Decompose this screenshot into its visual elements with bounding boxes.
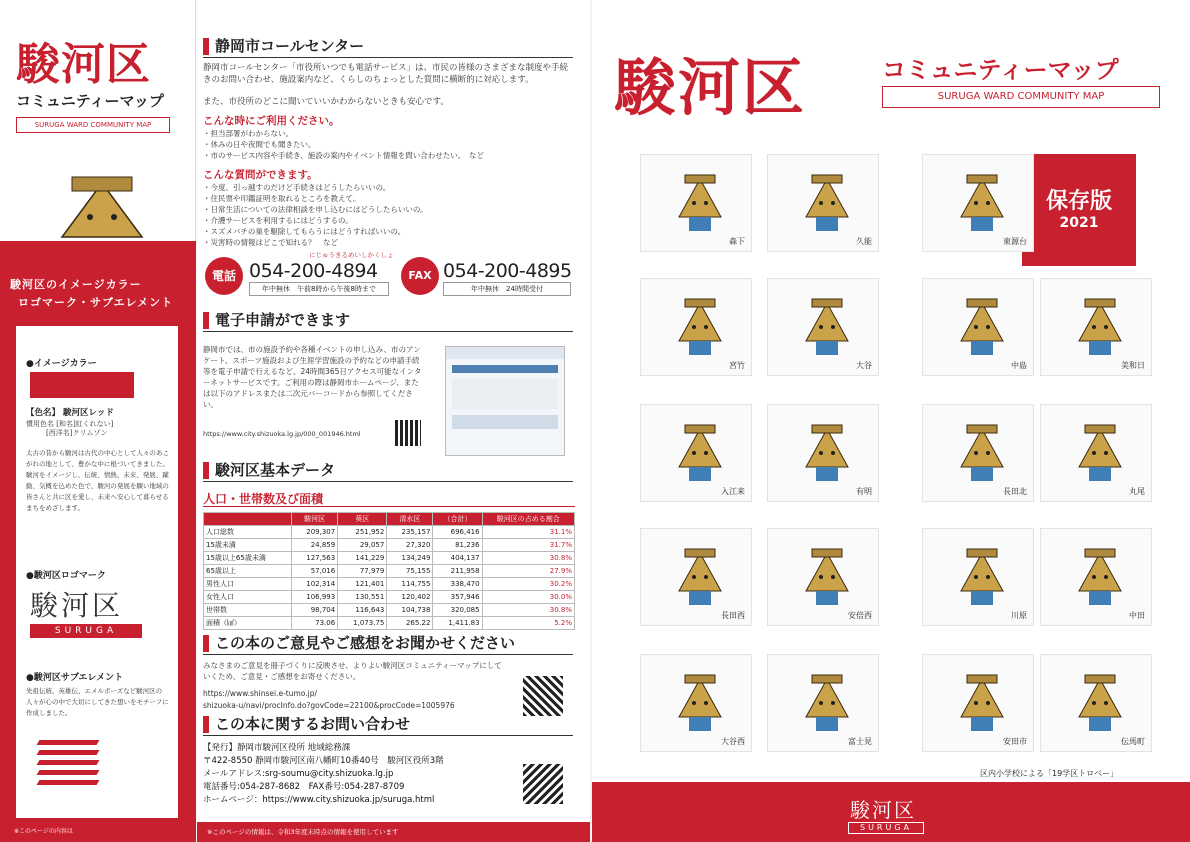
color-text: 太古の昔から駿河は古代の中心として人々のあこがれの地として、豊かな中に根づいてきました。駿河をイメージし、伝統、情熱、未来、発展、躍動、気概を込めた色で、駿河の発展を願い地域の皆さんと共に区を愛し、未来へ安心して暮らせるまちをめざします。	[26, 449, 169, 512]
mascot-icon	[804, 547, 850, 609]
mascot-icon	[959, 673, 1005, 735]
mascot-label: 丸尾	[1129, 487, 1145, 496]
e-apply-title: 電子申請ができます	[203, 310, 573, 332]
when-list: ・担当部署がわからない。 ・休みの日や夜間でも聞きたい。 ・市のサービス内容や手続き、施設の案内やイベント情報を問い合わせたい。 など	[203, 129, 484, 160]
table-row: 男性人口 102,314 121,401 114,755 338,470 30.2%	[204, 578, 575, 591]
contact-title: この本に関するお問い合わせ	[203, 714, 573, 736]
middle-panel	[197, 0, 590, 842]
cover-panel	[592, 0, 1190, 842]
mascot-card	[922, 654, 1034, 752]
image-color-label: ●イメージカラー	[26, 359, 97, 369]
mascot-card	[1040, 278, 1152, 376]
color-name: 【色名】 駿河区レッド	[26, 408, 114, 418]
mascot-card	[767, 528, 879, 626]
opinion-url-1[interactable]: https://www.shinsei.e-tumo.jp/	[203, 689, 318, 698]
mascot-label: 富士見	[848, 737, 872, 746]
mascot-icon	[804, 173, 850, 235]
mascot-icon	[677, 423, 723, 485]
color-desc-2: [西洋名]クリムゾン	[46, 429, 108, 437]
fax-number: 054-200-4895	[443, 260, 572, 282]
logo-label: ●駿河区ロゴマーク	[26, 571, 106, 581]
phone-kana: にじゅうきるめいしかくしょ	[309, 251, 394, 259]
mascot-icon	[804, 423, 850, 485]
mascot-label: 有明	[856, 487, 872, 496]
mascot-icon	[1077, 297, 1123, 359]
mascot-card	[640, 278, 752, 376]
mascot-label: 安倍西	[848, 611, 872, 620]
mascot-icon	[804, 297, 850, 359]
population-table	[203, 512, 575, 630]
phone-badge: 電話	[205, 257, 243, 295]
mascot-icon	[959, 423, 1005, 485]
mascot-icon	[1077, 673, 1123, 735]
mascot-card	[922, 404, 1034, 502]
question-list: ・今度、引っ越すのだけど手続きはどうしたらいいの。 ・住民票や印鑑証明を取れるところを教えて。 ・日常生活についての法律相談を申し込むにはどうしたらいいの。 ・介護サービスを利用するにはどうするの。 ・スズメバチの巣を駆除してもらうにはどうすればいいの。 ・災害時の情報はどこで知れる？ など	[203, 183, 428, 247]
call-text-1: 静岡市コールセンター「市役所いつでも電話サービス」は、市民の皆様のさまざまな制度や手続きのお問い合わせ、施設案内など、くらしのちょっとした質問に横断的に対応します。	[203, 63, 568, 85]
phone-hours: 年中無休 午前8時から午後8時まで	[249, 282, 389, 296]
color-swatch	[30, 372, 134, 398]
e-apply-text: 静岡市では、市の施設予約や各種イベントの申し込み、市のアンケート、スポーツ施設および生涯学習施設の予約などの申請手続等を電子申請で行えるなど、24時間365日アクセス可能なインターネットサービスです。ご利用の際は静岡市ホームページ、または以下のアドレスまたは二次元バーコードから参照してください。	[203, 345, 422, 409]
mascot-label: 美和日	[1121, 361, 1145, 370]
table-header-row: 駿河区 葵区 清水区 （合計） 駿河区の占める割合	[204, 513, 575, 526]
table-row: 面積（㎢） 73.06 1,073.75 265.22 1,411.83 5.2%	[204, 617, 575, 630]
mascot-label: 川原	[1011, 611, 1027, 620]
mascot-card	[922, 528, 1034, 626]
mascot-card	[1040, 528, 1152, 626]
mascot-label: 中島	[1011, 361, 1027, 370]
left-subtitle: コミュニティーマップ	[16, 92, 164, 110]
logo-text: 駿河区	[30, 589, 124, 622]
mascot-card	[640, 404, 752, 502]
left-panel	[0, 0, 196, 842]
image-heading-1: 駿河区のイメージカラー	[10, 278, 142, 291]
contact-block: 【発行】静岡市駿河区役所 地域総務課 〒422-8550 静岡市駿河区南八幡町10番40号 駿河区役所3階 メールアドレス:srg-soumu@city.shizuoka.lg.jp 電話番号:054-287-8682 FAX番号:054-287-8709 ホームページ：https://www.city.shizuoka.jp/suruga.html	[203, 743, 444, 805]
fax-badge: FAX	[401, 257, 439, 295]
mascot-card	[767, 278, 879, 376]
cover-english: SURUGA WARD COMMUNITY MAP	[882, 86, 1160, 108]
left-footer: ※このページの内容は	[14, 828, 73, 835]
mascot-label: 伝馬町	[1121, 737, 1145, 746]
mascot-label: 森下	[729, 237, 745, 246]
population-title: 人口・世帯数及び面積	[203, 492, 324, 506]
e-apply-url[interactable]: https://www.city.shizuoka.lg.jp/000_001946.html	[203, 430, 361, 438]
table-row: 65歳以上 57,016 77,979 75,155 211,958 27.9%	[204, 565, 575, 578]
basic-data-title: 駿河区基本データ	[203, 460, 573, 482]
table-row: 15歳未満 24,859 29,057 27,320 81,236 31.7%	[204, 539, 575, 552]
mascot-label: 長田西	[721, 611, 745, 620]
cover-logo: 駿河区	[850, 798, 916, 822]
mascot-card	[640, 154, 752, 252]
table-row: 人口総数 209,307 251,952 235,157 696,416 31.1%	[204, 526, 575, 539]
opinion-qr-icon	[523, 676, 563, 716]
opinion-title: この本のご意見やご感想をお聞かせください	[203, 633, 573, 655]
mascot-icon	[677, 547, 723, 609]
phone-number: 054-200-4894	[249, 260, 378, 282]
mascot-label: 安田市	[1003, 737, 1027, 746]
fax-hours: 年中無休 24時間受付	[443, 282, 571, 296]
edition-badge: 保存版 2021	[1022, 154, 1136, 266]
when-title: こんな時にご利用ください。	[203, 115, 340, 127]
mid-footer: ※このページの情報は、令和3年度末時点の情報を使用しています	[207, 828, 399, 836]
mascot-icon	[804, 673, 850, 735]
mascot-card	[767, 654, 879, 752]
cover-logo-en: SURUGA	[848, 822, 924, 834]
mascot-card	[1040, 654, 1152, 752]
mascot-icon	[1077, 423, 1123, 485]
mascot-card	[767, 404, 879, 502]
mascot-card	[767, 154, 879, 252]
mascot-card	[640, 654, 752, 752]
color-desc-1: 慣用色名 [和名]紅くれない]	[26, 420, 114, 428]
mascot-label: 東源台	[1003, 237, 1027, 246]
table-row: 15歳以上65歳未満 127,563 141,229 134,249 404,137 30.8%	[204, 552, 575, 565]
mascot-label: 長田北	[1003, 487, 1027, 496]
logo-en: SURUGA	[30, 624, 142, 638]
table-row: 世帯数 98,704 116,643 104,738 320,085 30.8%	[204, 604, 575, 617]
mascot-icon	[959, 547, 1005, 609]
mascot-card	[922, 154, 1034, 252]
table-row: 女性人口 106,993 130,551 120,402 357,946 30.0%	[204, 591, 575, 604]
mascot-card	[1040, 404, 1152, 502]
sub-element-graphic	[30, 736, 110, 796]
mascot-icon	[677, 673, 723, 735]
mascot-icon	[58, 175, 146, 245]
contact-qr-icon	[523, 764, 563, 804]
opinion-url-2[interactable]: shizuoka-u/navi/procInfo.do?govCode=22100&procCode=1005976	[203, 701, 455, 710]
mascot-card	[640, 528, 752, 626]
mascot-label: 大谷西	[721, 737, 745, 746]
image-heading-2: ロゴマーク・サブエレメント	[18, 296, 174, 309]
mascot-icon	[1077, 547, 1123, 609]
mascot-icon	[959, 297, 1005, 359]
opinion-text: みなさまのご意見を冊子づくりに反映させ、よりよい駿河区コミュニティーマップにしていくため、ご意見・ご感想をお寄せください。	[203, 661, 502, 681]
mascot-label: 入江来	[721, 487, 745, 496]
question-title: こんな質問ができます。	[203, 169, 318, 181]
mascot-icon	[677, 173, 723, 235]
call-center-title: 静岡市コールセンター	[203, 36, 573, 58]
mascot-label: 中田	[1129, 611, 1145, 620]
qr-code-icon	[395, 420, 421, 446]
cover-subtitle: コミュニティーマップ	[882, 56, 1119, 84]
mascot-label: 宮竹	[729, 361, 745, 370]
mascot-caption: 区内小学校による「19学区トロベー」	[980, 769, 1119, 778]
sub-label: ●駿河区サブエレメント	[26, 673, 124, 683]
e-apply-screenshot	[445, 346, 565, 456]
mascot-label: 大谷	[856, 361, 872, 370]
left-title: 駿河区	[16, 39, 151, 90]
mascot-icon	[677, 297, 723, 359]
left-info-panel	[16, 326, 178, 818]
call-text-2: また、市役所のどこに聞いていいかわからないときも安心です。	[203, 97, 449, 107]
left-english: SURUGA WARD COMMUNITY MAP	[16, 117, 170, 133]
mascot-label: 久能	[856, 237, 872, 246]
mascot-icon	[959, 173, 1005, 235]
cover-title: 駿河区	[614, 51, 807, 124]
mascot-card	[922, 278, 1034, 376]
sub-text: 先祖伝統、英雄伝、エメルボーズなど駿河区の人々が心の中で大切にしてきた想いをモチーフに作成しました。	[26, 687, 169, 717]
